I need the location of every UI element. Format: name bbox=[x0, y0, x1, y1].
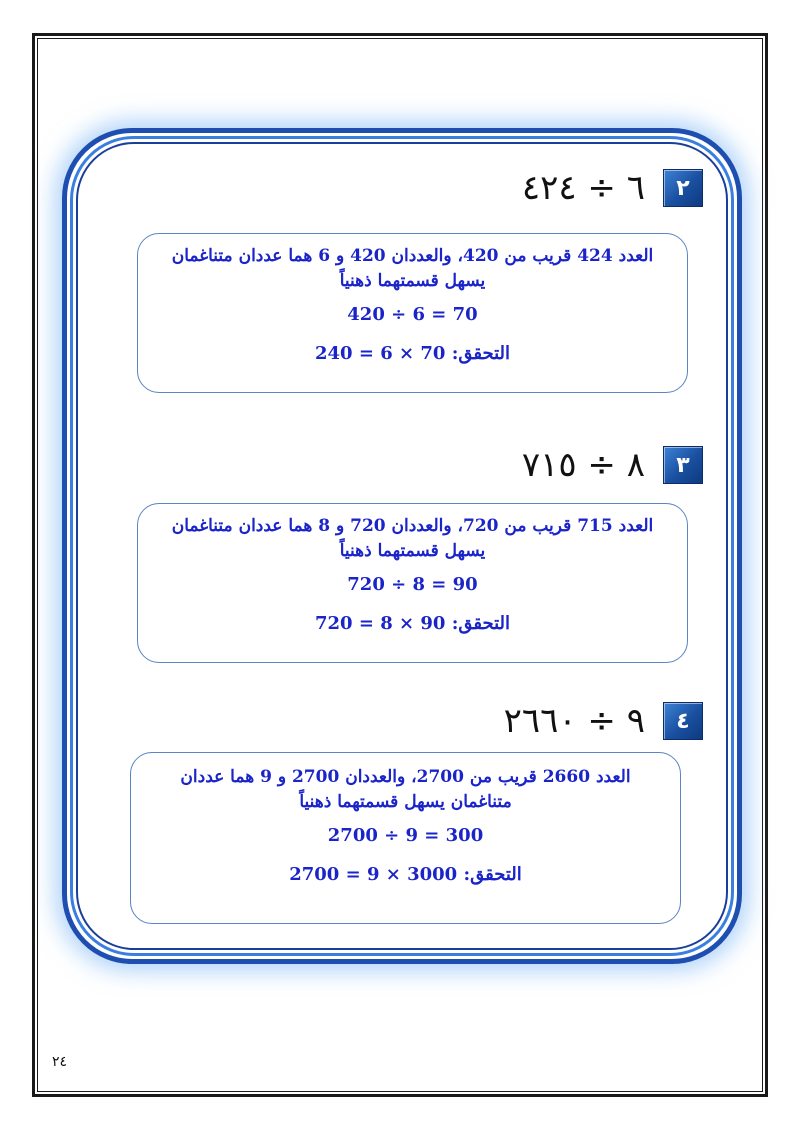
solution-explanation-line-1: العدد 715 قريب من 720، والعددان 720 و 8 هما عددان متناغمان bbox=[171, 516, 654, 536]
problem-title: ٩ ÷ ٢٦٦٠ bbox=[503, 701, 645, 741]
solution-explanation-line-1: العدد 2660 قريب من 2700، والعددان 2700 و 9 هما عددان bbox=[180, 767, 631, 787]
problem-title: ٦ ÷ ٤٢٤ bbox=[521, 168, 645, 208]
problem-number-badge: ٢ bbox=[663, 169, 703, 207]
solution-box-4 bbox=[130, 752, 681, 924]
solution-equation: 70 = 6 ÷ 420 bbox=[347, 304, 478, 325]
solution-box-3 bbox=[137, 503, 688, 663]
page-number: ٢٤ bbox=[52, 1054, 68, 1070]
solution-check: التحقق: 3000 × 9 = 2700 bbox=[289, 864, 522, 885]
solution-equation: 300 = 9 ÷ 2700 bbox=[327, 825, 484, 846]
problem-number-badge: ٤ bbox=[663, 702, 703, 740]
solution-check: التحقق: 70 × 6 = 240 bbox=[315, 343, 510, 364]
problem-header-4 bbox=[504, 701, 703, 741]
solution-box-2 bbox=[137, 233, 688, 393]
solution-check: التحقق: 90 × 8 = 720 bbox=[315, 613, 510, 634]
problem-header-2 bbox=[522, 168, 703, 208]
problem-number-badge: ٣ bbox=[663, 446, 703, 484]
solution-explanation-line-1: العدد 424 قريب من 420، والعددان 420 و 6 هما عددان متناغمان bbox=[171, 246, 654, 266]
solution-explanation-line-2: يسهل قسمتهما ذهنياً bbox=[339, 271, 486, 291]
solution-equation: 90 = 8 ÷ 720 bbox=[347, 574, 478, 595]
solution-explanation-line-2: متناغمان يسهل قسمتهما ذهنياً bbox=[299, 792, 512, 812]
problem-title: ٨ ÷ ٧١٥ bbox=[521, 445, 645, 485]
solution-explanation-line-2: يسهل قسمتهما ذهنياً bbox=[339, 541, 486, 561]
problem-header-3 bbox=[522, 445, 703, 485]
